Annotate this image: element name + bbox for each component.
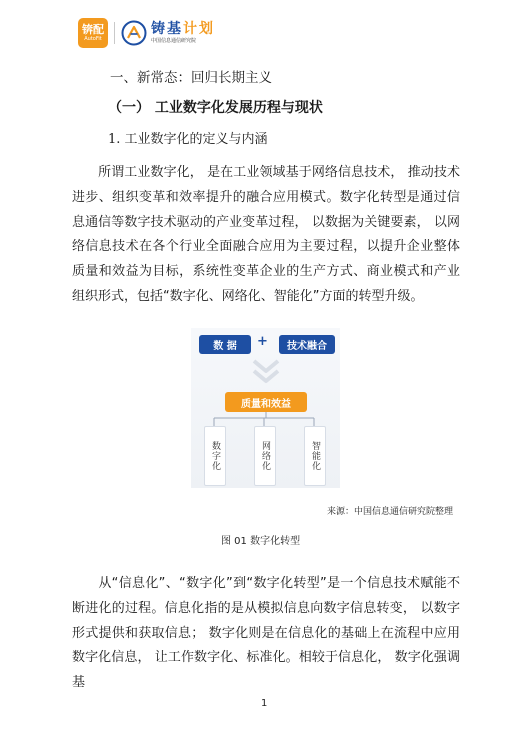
- header-logos: [78, 18, 215, 48]
- section-heading: 一、新常态：回归长期主义: [110, 70, 272, 86]
- sub-subsection-heading: 1. 工业数字化的定义与内涵: [108, 132, 268, 147]
- diagram-box-quality-benefit: 质量和效益: [225, 392, 307, 412]
- autofit-logo-main: 锛配: [82, 22, 104, 36]
- digital-transformation-diagram: [191, 328, 340, 488]
- body-paragraph-1-text: 所谓工业数字化， 是在工业领域基于网络信息技术， 推动技术进步、组织变革和效率提升的融合应用模式。数字化转型是通过信息通信等数字技术驱动的产业变革过程， 以数据为关键要素， 以网络信息技术在各个行业全面融合应用为主要过程，以提升企业整体质量和效益为目标，系统性变革企业的生产方式、商业模式和产业组织形式，包括“数字化、网络化、智能化”方面的转型升级。: [72, 165, 460, 304]
- chevron-down-icon: [251, 358, 281, 384]
- diagram-box-digitization: 数字化: [204, 426, 226, 486]
- logo-divider: [114, 22, 115, 44]
- zhuji-logo-text: [151, 21, 215, 45]
- zhuji-logo-sub: 中国信息通信研究院: [151, 38, 197, 44]
- subsection-heading: （一） 工业数字化发展历程与现状: [108, 100, 323, 116]
- figure-source: 来源：中国信息通信研究院整理: [327, 507, 454, 517]
- figure-caption: 图 01 数字化转型: [221, 536, 301, 547]
- zhuji-logo-main: 铸基: [151, 21, 183, 37]
- zhuji-logo-icon: [121, 20, 147, 46]
- diagram-plus: +: [257, 334, 268, 349]
- diagram-box-tech-fusion: 技术融合: [279, 335, 335, 354]
- body-paragraph-2-text: 从“信息化”、“数字化”到“数字化转型”是一个信息技术赋能不断进化的过程。信息化指的是从模拟信息向数字信息转变， 以数字形式提供和获取信息； 数字化则是在信息化的基础上在流程中应用数字化信息， 让工作数字化、标准化。相较于信息化， 数字化强调基: [72, 576, 460, 691]
- body-paragraph-1: [72, 161, 460, 310]
- diagram-box-networking: 网络化: [254, 426, 276, 486]
- zhuji-logo-accent: 计划: [183, 21, 215, 37]
- body-paragraph-2: [72, 572, 460, 696]
- autofit-logo-sub: AutoFit: [84, 35, 102, 42]
- diagram-box-intelligence: 智能化: [304, 426, 326, 486]
- diagram-box-data: 数 据: [199, 335, 251, 354]
- page-number: 1: [261, 698, 268, 709]
- autofit-logo: [78, 18, 108, 48]
